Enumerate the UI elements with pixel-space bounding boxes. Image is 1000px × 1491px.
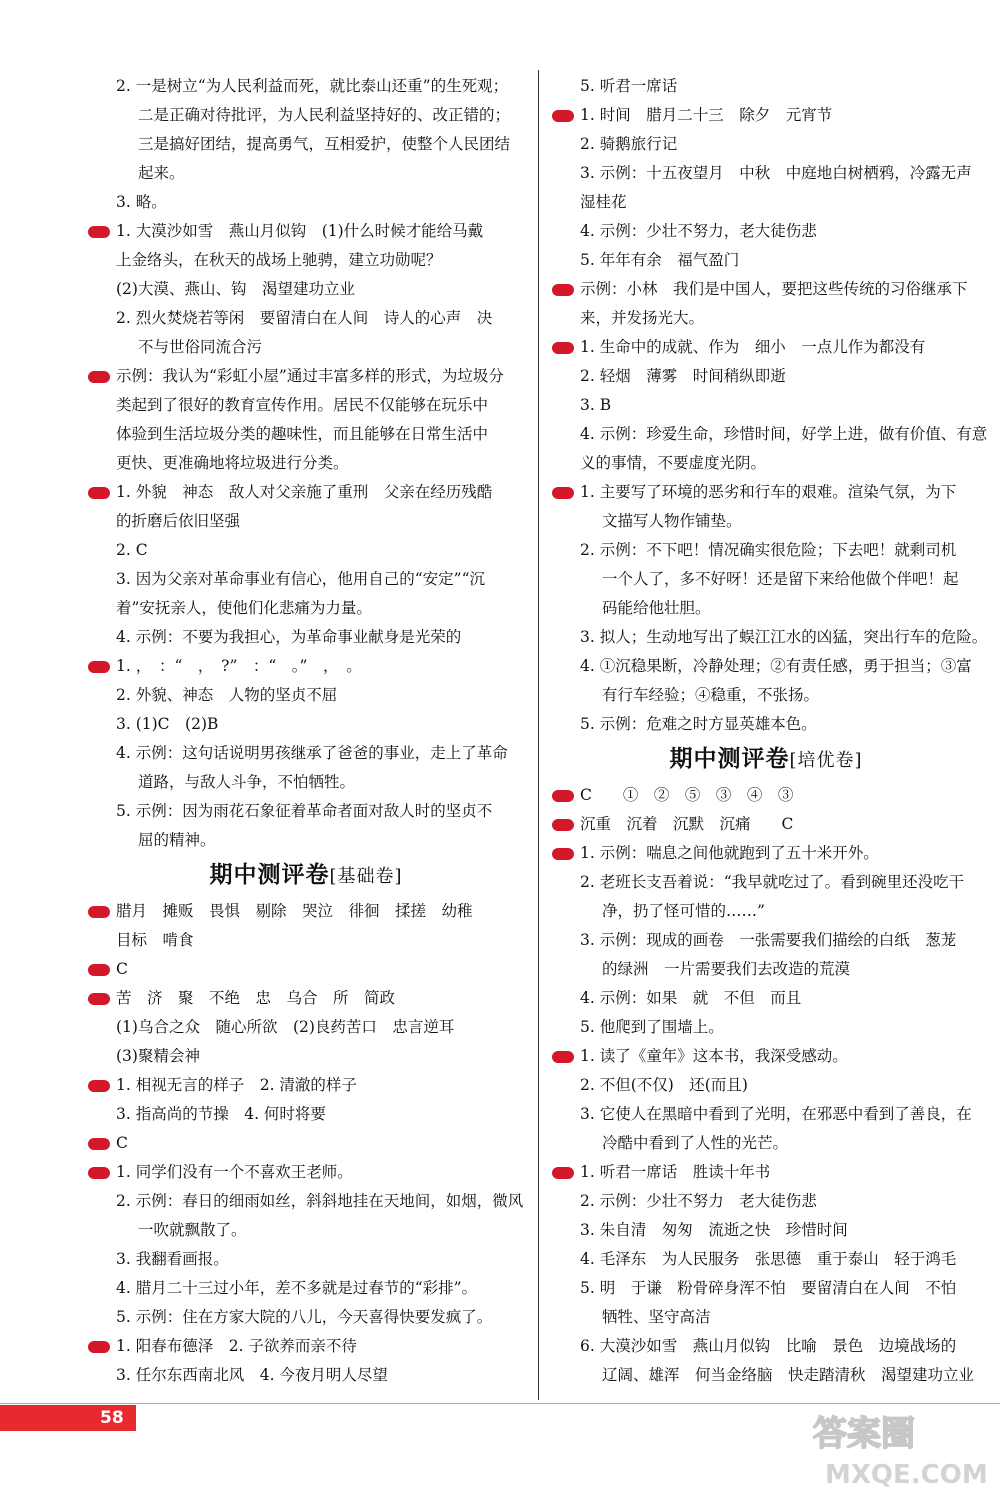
answer-line <box>86 1042 526 1071</box>
answer-text: 道路，与敌人斗争，不怕牺牲。 <box>138 773 356 791</box>
answer-line <box>550 955 982 984</box>
section-title-tag: [基础卷] <box>329 866 403 887</box>
question-number-badge <box>552 790 574 802</box>
question-number-badge <box>552 1167 574 1179</box>
answer-line <box>550 1071 982 1100</box>
answer-line <box>86 1100 526 1129</box>
answer-line <box>550 449 982 478</box>
question-number-badge <box>88 487 110 499</box>
answer-line <box>86 130 526 159</box>
question-number-badge <box>88 661 110 673</box>
answer-line <box>86 926 526 955</box>
answer-text: 码能给他壮胆。 <box>602 599 711 617</box>
answer-line <box>550 565 982 594</box>
question-number-badge <box>88 993 110 1005</box>
answer-line <box>550 1361 982 1390</box>
question-number-badge <box>88 226 110 238</box>
answer-line <box>550 623 988 652</box>
answer-line <box>86 304 526 333</box>
right-column <box>550 72 988 1390</box>
answer-line <box>550 1187 982 1216</box>
answer-line <box>550 362 982 391</box>
answer-text: 苦 济 聚 不绝 忠 乌合 所 简政 <box>116 989 396 1007</box>
answer-text: 2. 示例：不下吧！情况确实很危险；下去吧！就剩司机 <box>580 541 957 559</box>
answer-text: 2. 老班长支吾着说：“我早就吃过了。看到碗里还没吃干 <box>580 873 965 891</box>
answer-text: 更快、更准确地将垃圾进行分类。 <box>116 454 349 472</box>
answer-line <box>550 1303 982 1332</box>
answer-line <box>550 1216 982 1245</box>
question-number-badge <box>552 819 574 831</box>
answer-text: 示例：我认为“彩虹小屋”通过丰富多样的形式，为垃圾分 <box>116 367 504 385</box>
answer-line <box>86 1245 526 1274</box>
answer-line <box>550 391 982 420</box>
answer-line <box>550 897 982 926</box>
answer-line <box>550 652 982 681</box>
answer-line <box>86 449 526 478</box>
answer-line <box>86 159 526 188</box>
answer-text: (2)大漠、燕山、钩 渴望建功立业 <box>116 280 355 298</box>
answer-line <box>550 217 982 246</box>
answer-text: 3. B <box>580 396 612 414</box>
answer-line <box>550 507 982 536</box>
answer-line <box>86 1187 526 1216</box>
answer-line <box>86 1303 526 1332</box>
answer-text: 3. 朱自清 匆匆 流逝之快 珍惜时间 <box>580 1221 848 1239</box>
answer-text: 4. 毛泽东 为人民服务 张思德 重于泰山 轻于鸿毛 <box>580 1250 957 1268</box>
answer-text: 的绿洲 一片需要我们去改造的荒漠 <box>602 960 851 978</box>
answer-text: 1. 主要写了环境的恶劣和行车的艰难。渲染气氛，为下 <box>580 483 957 501</box>
answer-text: 1. 示例：喘息之间他就跑到了五十米开外。 <box>580 844 879 862</box>
page-number: 58 <box>0 1405 136 1431</box>
answer-line <box>86 101 526 130</box>
answer-line <box>86 420 526 449</box>
answer-text: 5. 示例：危难之时方显英雄本色。 <box>580 715 817 733</box>
answer-text: 4. 示例：少壮不努力，老大徒伤悲 <box>580 222 817 240</box>
answer-text: 3. 示例：现成的画卷 一张需要我们描绘的白纸 葱茏 <box>580 931 957 949</box>
answer-text: 示例：小林 我们是中国人，要把这些传统的习俗继承下 <box>580 280 968 298</box>
answer-text: 3. 任尔东西南北风 4. 今夜月明人尽望 <box>116 1366 388 1384</box>
answer-line <box>86 478 526 507</box>
section-title-tag: [培优卷] <box>789 750 863 771</box>
answer-text: 一吹就飘散了。 <box>138 1221 247 1239</box>
answer-line <box>86 710 526 739</box>
answer-text: 来，并发扬光大。 <box>580 309 705 327</box>
answer-text: 2. 示例：春日的细雨如丝，斜斜地挂在天地间，如烟，微风 <box>116 1192 524 1210</box>
answer-line <box>86 1158 526 1187</box>
answer-line <box>550 420 988 449</box>
answer-text: C ① ② ⑤ ③ ④ ③ <box>580 786 794 804</box>
answer-line <box>86 1332 526 1361</box>
answer-text: 文描写人物作铺垫。 <box>602 512 742 530</box>
answer-line <box>86 1274 526 1303</box>
answer-text: 冷酷中看到了人性的光芒。 <box>602 1134 789 1152</box>
answer-line <box>550 159 982 188</box>
answer-line <box>86 391 526 420</box>
question-number-badge <box>552 487 574 499</box>
answer-text: 3. 因为父亲对革命事业有信心，他用自己的“安定”“沉 <box>116 570 485 588</box>
watermark-site-text: MXQE.COM <box>825 1460 988 1490</box>
answer-line <box>86 797 526 826</box>
answer-line <box>86 246 526 275</box>
answer-text: 不与世俗同流合污 <box>138 338 263 356</box>
answer-line <box>86 275 526 304</box>
answer-text: 1. 时间 腊月二十三 除夕 元宵节 <box>580 106 833 124</box>
answer-line <box>86 1071 526 1100</box>
answer-text: 的折磨后依旧坚强 <box>116 512 241 530</box>
answer-line <box>86 652 526 681</box>
question-number-badge <box>88 964 110 976</box>
answer-text: 3. 拟人；生动地写出了蜈江江水的凶猛，突出行车的危险。 <box>580 628 988 646</box>
left-column <box>86 72 526 1390</box>
answer-text: 1. ， ：“ ， ?” ：“ 。” ， 。 <box>116 657 362 675</box>
answer-text: 3. 示例：十五夜望月 中秋 中庭地白树栖鸦，冷露无声 <box>580 164 972 182</box>
answer-line <box>550 1332 982 1361</box>
answer-line <box>86 681 526 710</box>
answer-line <box>550 101 982 130</box>
question-number-badge <box>552 342 574 354</box>
answer-text: 3. 它使人在黑暗中看到了光明，在邪恶中看到了善良，在 <box>580 1105 972 1123</box>
answer-line <box>86 536 526 565</box>
section-title-text: 期中测评卷 <box>669 746 790 772</box>
answer-text: (1)乌合之众 随心所欲 (2)良药苦口 忠言逆耳 <box>116 1018 455 1036</box>
answer-text: 屈的精神。 <box>138 831 216 849</box>
question-number-badge <box>88 1341 110 1353</box>
answer-text: 3. (1)C (2)B <box>116 715 219 733</box>
answer-line <box>550 333 982 362</box>
question-number-badge <box>88 371 110 383</box>
answer-text: 上金络头，在秋天的战场上驰骋，建立功勋呢？ <box>116 251 442 269</box>
answer-line <box>550 478 982 507</box>
answer-text: C <box>116 960 128 978</box>
section-title-text: 期中测评卷 <box>209 862 330 888</box>
question-number-badge <box>88 1167 110 1179</box>
answer-text: 2. 不但(不仅) 还(而且) <box>580 1076 748 1094</box>
answer-text: 沉重 沉着 沉默 沉痛 C <box>580 815 794 833</box>
answer-line <box>86 1013 526 1042</box>
answer-text: 1. 阳春布德泽 2. 子欲养而亲不待 <box>116 1337 357 1355</box>
column-divider <box>538 70 539 1400</box>
answer-text: 腊月 摊贩 畏惧 剔除 哭泣 徘徊 揉搓 幼稚 <box>116 902 473 920</box>
answer-text: 4. 腊月二十三过小年，差不多就是过春节的“彩排”。 <box>116 1279 478 1297</box>
answer-line <box>550 926 982 955</box>
answer-text: 着”安抚亲人，使他们化悲痛为力量。 <box>116 599 372 617</box>
answer-text: 2. 骑鹅旅行记 <box>580 135 678 153</box>
answer-text: C <box>116 1134 128 1152</box>
answer-text: 1. 相视无言的样子 2. 清澈的样子 <box>116 1076 357 1094</box>
watermark-logo-text: 答案圈 <box>813 1414 915 1454</box>
answer-line <box>550 246 982 275</box>
answer-text: (3)聚精会神 <box>116 1047 200 1065</box>
answer-line <box>550 304 982 333</box>
answer-text: 辽阔、雄浑 何当金络脑 快走踏清秋 渴望建功立业 <box>602 1366 975 1384</box>
answer-line <box>550 1274 982 1303</box>
answer-line <box>550 681 982 710</box>
answer-text: 类起到了很好的教育宣传作用。居民不仅能够在玩乐中 <box>116 396 489 414</box>
answer-text: 1. 大漠沙如雪 燕山月似钩 (1)什么时候才能给马戴 <box>116 222 484 240</box>
answer-text: 2. C <box>116 541 148 559</box>
answer-line <box>86 1129 526 1158</box>
answer-line <box>86 72 526 101</box>
answer-text: 目标 啃食 <box>116 931 194 949</box>
answer-text: 5. 示例：因为雨花石象征着革命者面对敌人时的坚贞不 <box>116 802 493 820</box>
answer-line <box>550 275 982 304</box>
answer-text: 有行车经验；④稳重，不张扬。 <box>602 686 820 704</box>
answer-line <box>86 623 526 652</box>
answer-text: 4. ①沉稳果断，冷静处理；②有责任感，勇于担当；③富 <box>580 657 972 675</box>
answer-text: 义的事情，不要虚度光阴。 <box>580 454 767 472</box>
answer-line <box>86 594 526 623</box>
section-title <box>86 855 526 897</box>
answer-text: 起来。 <box>138 164 185 182</box>
answer-line <box>86 507 526 536</box>
answer-text: 5. 听君一席话 <box>580 77 678 95</box>
answer-text: 体验到生活垃圾分类的趣味性，而且能够在日常生活中 <box>116 425 489 443</box>
answer-line <box>550 1245 982 1274</box>
answer-line <box>550 1100 982 1129</box>
answer-text: 3. 指高尚的节操 4. 何时将要 <box>116 1105 326 1123</box>
answer-line <box>550 868 982 897</box>
answer-text: 1. 外貌 神态 敌人对父亲施了重刑 父亲在经历残酷 <box>116 483 493 501</box>
answer-text: 1. 生命中的成就、作为 细小 一点儿作为都没有 <box>580 338 926 356</box>
answer-text: 二是正确对待批评，为人民利益坚持好的、改正错的； <box>138 106 511 124</box>
answer-line <box>550 72 982 101</box>
answer-text: 牺牲、坚守高洁 <box>602 1308 711 1326</box>
watermark-logo <box>795 1405 1000 1491</box>
answer-text: 净，扔了怪可惜的……” <box>602 902 765 920</box>
answer-line <box>86 1361 526 1390</box>
answer-line <box>86 333 526 362</box>
answer-text: 4. 示例：如果 就 不但 而且 <box>580 989 802 1007</box>
answer-line <box>86 739 526 768</box>
answer-text: 2. 一是树立“为人民利益而死，就比泰山还重”的生死观； <box>116 77 509 95</box>
question-number-badge <box>552 110 574 122</box>
question-number-badge <box>88 906 110 918</box>
answer-text: 1. 听君一席话 胜读十年书 <box>580 1163 771 1181</box>
answer-line <box>550 594 982 623</box>
answer-line <box>550 1129 982 1158</box>
answer-text: 1. 同学们没有一个不喜欢王老师。 <box>116 1163 353 1181</box>
answer-line <box>86 955 526 984</box>
answer-text: 3. 略。 <box>116 193 167 211</box>
answer-line <box>550 1158 982 1187</box>
answer-line <box>86 565 526 594</box>
answer-text: 1. 读了《童年》这本书，我深受感动。 <box>580 1047 848 1065</box>
answer-line <box>550 984 982 1013</box>
footer-rule <box>0 1403 1000 1404</box>
question-number-badge <box>88 1138 110 1150</box>
answer-text: 5. 他爬到了围墙上。 <box>580 1018 724 1036</box>
answer-text: 2. 示例：少壮不努力 老大徒伤悲 <box>580 1192 817 1210</box>
answer-line <box>86 897 526 926</box>
answer-text: 3. 我翻看画报。 <box>116 1250 229 1268</box>
answer-line <box>550 710 982 739</box>
answer-line <box>86 217 526 246</box>
answer-text: 三是搞好团结，提高勇气，互相爱护，使整个人民团结 <box>138 135 511 153</box>
answer-text: 6. 大漠沙如雪 燕山月似钩 比喻 景色 边境战场的 <box>580 1337 957 1355</box>
answer-text: 一个人了，多不好呀！还是留下来给他做个伴吧！起 <box>602 570 959 588</box>
answer-line <box>550 1042 982 1071</box>
answer-line <box>86 188 526 217</box>
answer-line <box>550 188 982 217</box>
answer-line <box>550 536 982 565</box>
question-number-badge <box>552 284 574 296</box>
answer-line <box>550 810 982 839</box>
answer-text: 湿桂花 <box>580 193 627 211</box>
answer-line <box>550 781 982 810</box>
answer-text: 4. 示例：不要为我担心，为革命事业献身是光荣的 <box>116 628 462 646</box>
answer-line <box>86 984 526 1013</box>
question-number-badge <box>88 1080 110 1092</box>
answer-line <box>86 362 526 391</box>
answer-line <box>550 1013 982 1042</box>
answer-line <box>86 1216 526 1245</box>
answer-text: 5. 示例：住在方家大院的八儿，今天喜得快要发疯了。 <box>116 1308 493 1326</box>
answer-line <box>86 826 526 855</box>
answer-text: 5. 年年有余 福气盈门 <box>580 251 740 269</box>
answer-line <box>86 768 526 797</box>
question-number-badge <box>552 848 574 860</box>
question-number-badge <box>552 1051 574 1063</box>
answer-text: 2. 轻烟 薄雾 时间稍纵即逝 <box>580 367 786 385</box>
answer-line <box>550 130 982 159</box>
section-title <box>550 739 982 781</box>
answer-text: 5. 明 于谦 粉骨碎身浑不怕 要留清白在人间 不怕 <box>580 1279 957 1297</box>
answer-line <box>550 839 982 868</box>
answer-text: 4. 示例：这句话说明男孩继承了爸爸的事业，走上了革命 <box>116 744 508 762</box>
answer-text: 2. 外貌、神态 人物的坚贞不屈 <box>116 686 338 704</box>
answer-text: 4. 示例：珍爱生命，珍惜时间，好学上进，做有价值、有意 <box>580 425 988 443</box>
answer-text: 2. 烈火焚烧若等闲 要留清白在人间 诗人的心声 决 <box>116 309 493 327</box>
